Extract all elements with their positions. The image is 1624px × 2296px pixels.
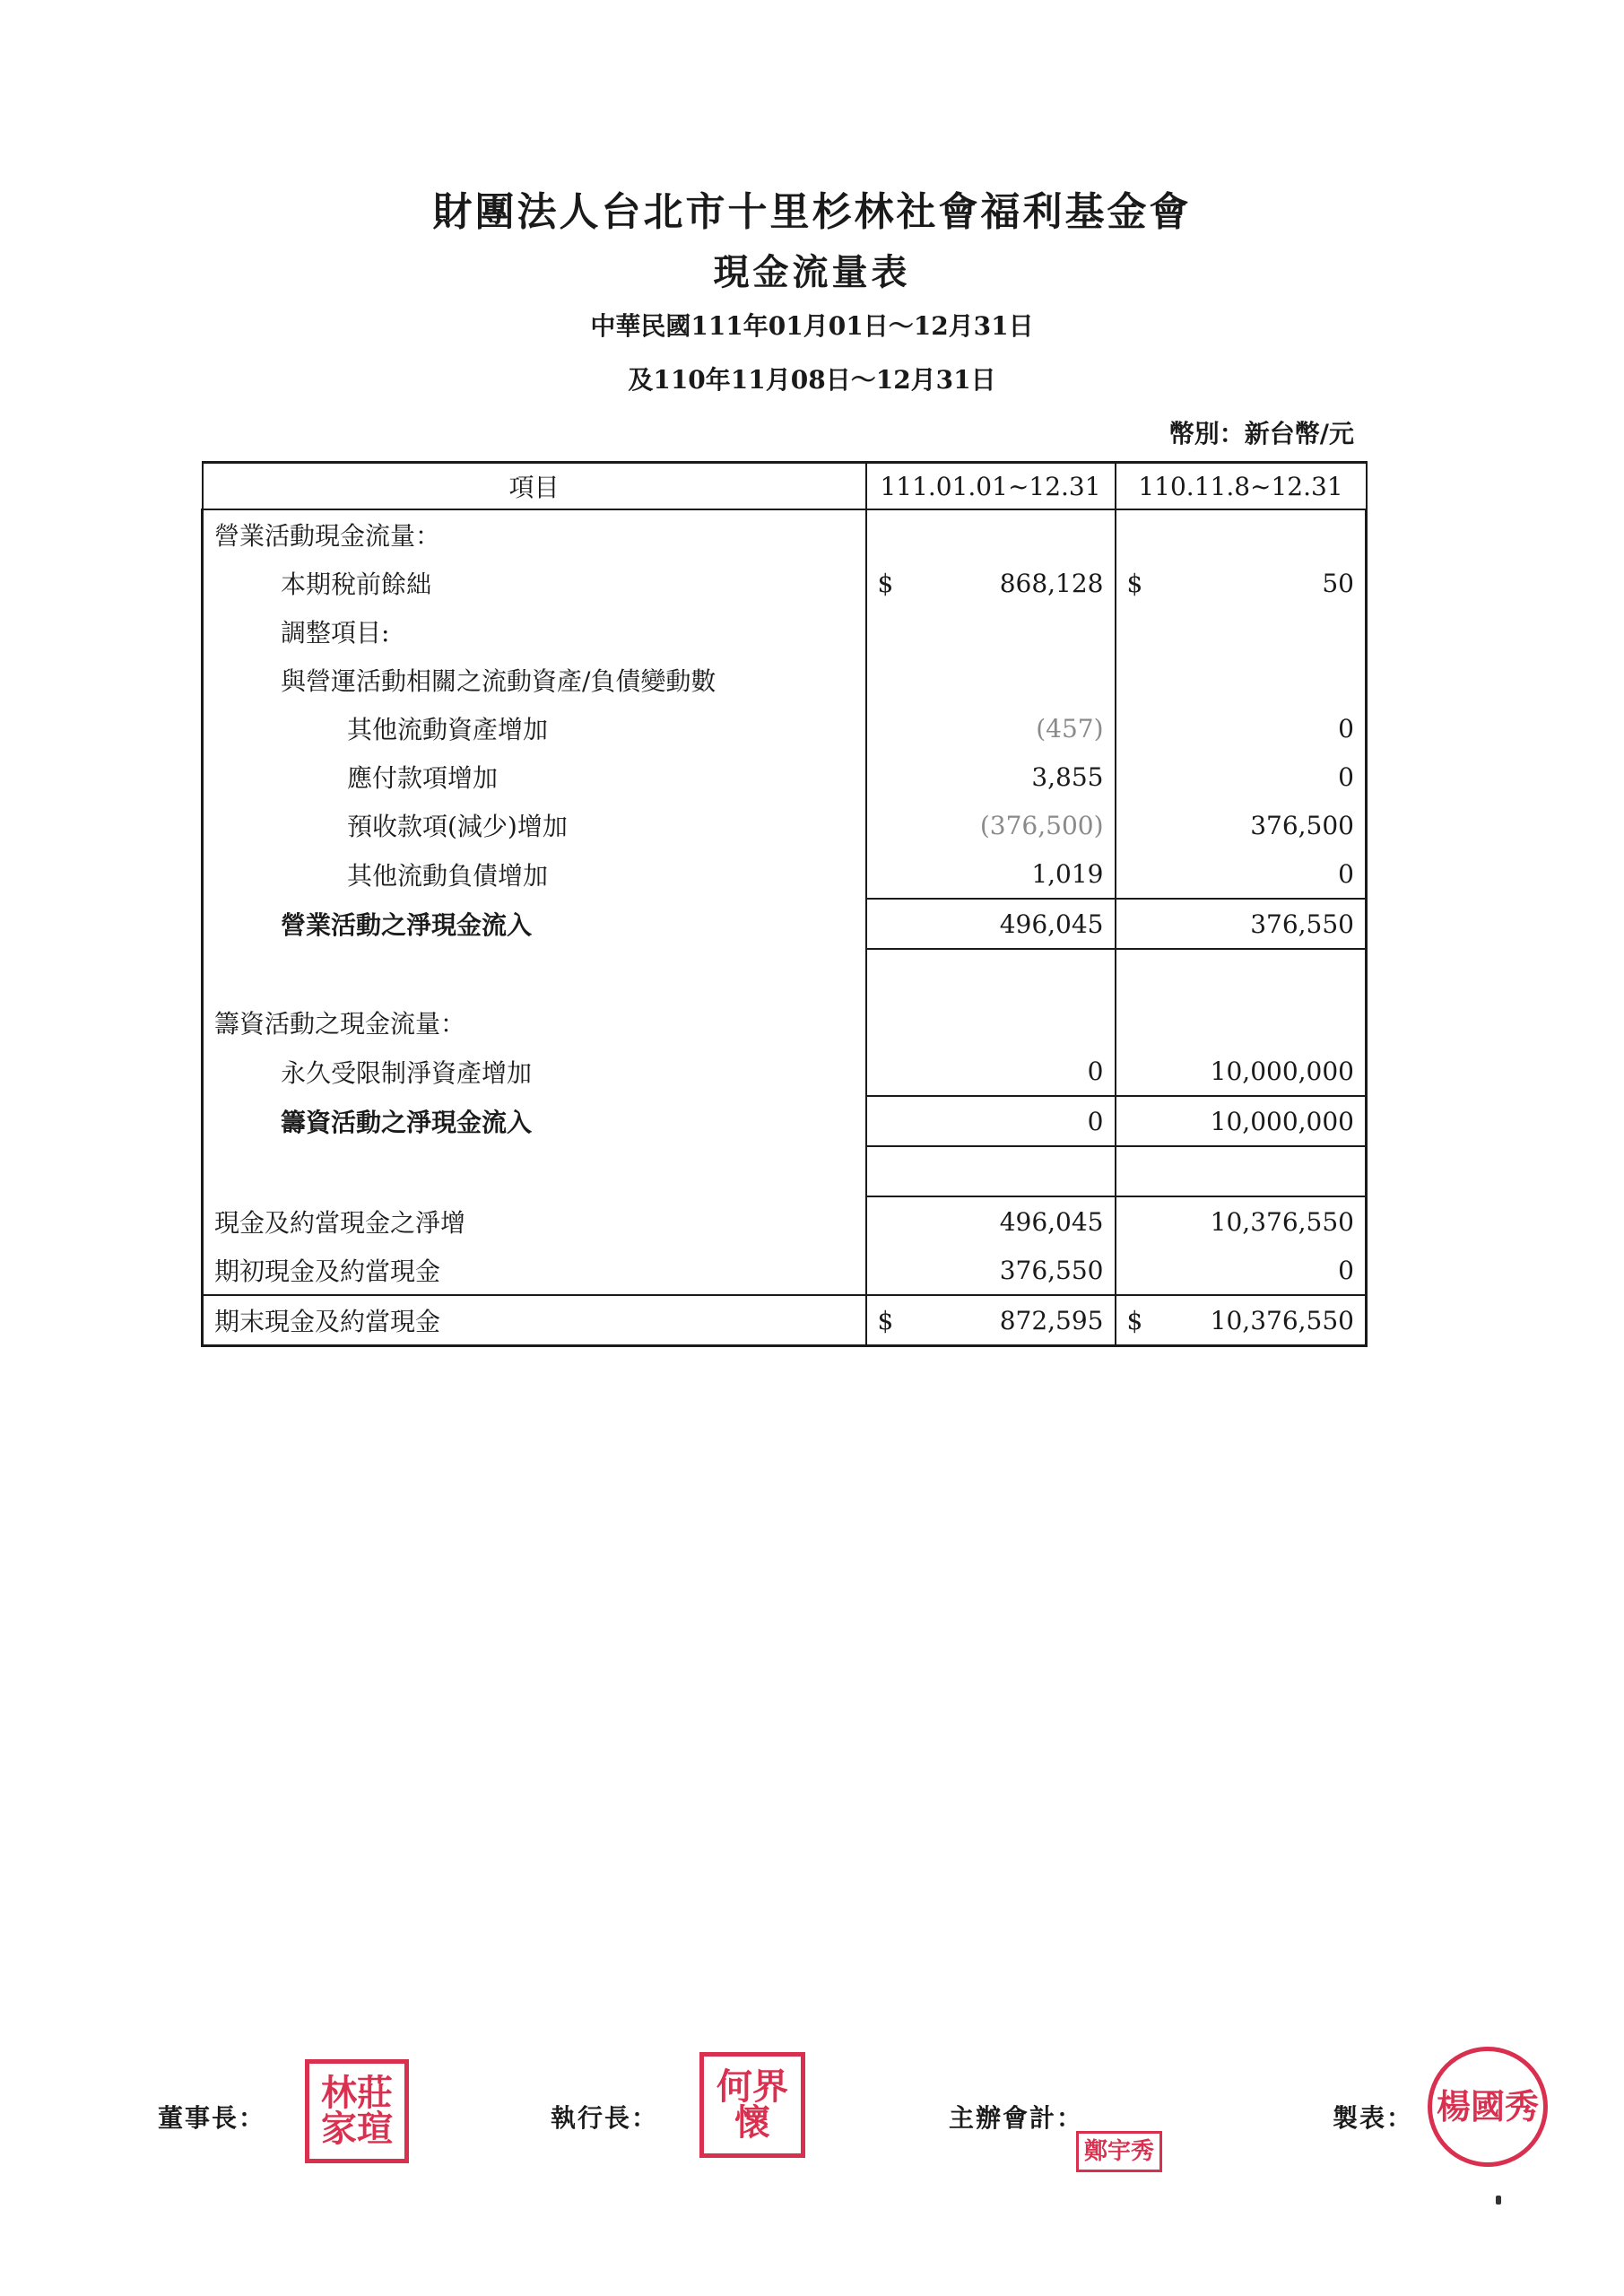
- currency-note: 幣別：新台幣/元: [1168, 419, 1354, 448]
- row-label: 營業活動之淨現金流入: [203, 899, 866, 949]
- ceo-seal-stamp: 何界懷: [699, 2052, 805, 2158]
- row-current: 376,550: [866, 1246, 1116, 1295]
- table-row: [203, 899, 1367, 949]
- row-prior: 0: [1116, 849, 1367, 899]
- row-label: 預收款項(減少)增加: [203, 801, 866, 849]
- row-current: (457): [866, 704, 1116, 752]
- table-row: [203, 998, 1367, 1047]
- ink-dot: [1496, 2196, 1501, 2205]
- preparer-label: 製表：: [1333, 2103, 1414, 2133]
- table-row: [203, 704, 1367, 752]
- amount: 872,595: [999, 1305, 1104, 1335]
- row-current: 496,045: [866, 899, 1116, 949]
- row-prior: [1116, 1295, 1367, 1346]
- spacer-cell: [1116, 1146, 1367, 1196]
- row-label: 期初現金及約當現金: [203, 1246, 866, 1295]
- dollar-symbol: $: [1126, 568, 1143, 598]
- row-label: 籌資活動之淨現金流入: [203, 1096, 866, 1146]
- table-row: [203, 607, 1367, 656]
- row-prior: [1116, 998, 1367, 1047]
- row-label: 籌資活動之現金流量：: [203, 998, 866, 1047]
- row-current: 496,045: [866, 1196, 1116, 1246]
- row-prior: [1116, 607, 1367, 656]
- row-prior: [1116, 559, 1367, 607]
- period-line-1: 中華民國111年01月01日～12月31日: [590, 311, 1034, 341]
- header-item: 項目: [203, 463, 866, 510]
- table-header-row: [203, 463, 1367, 510]
- amount: 868,128: [999, 568, 1104, 598]
- table-row: [203, 1246, 1367, 1295]
- row-label: 現金及約當現金之淨增: [203, 1196, 866, 1246]
- dollar-symbol: $: [1126, 1305, 1143, 1335]
- chairman-seal-stamp: 林莊家瑄: [305, 2059, 409, 2163]
- row-prior: 376,500: [1116, 801, 1367, 849]
- row-prior: 10,000,000: [1116, 1096, 1367, 1146]
- spacer-cell: [203, 949, 866, 998]
- row-label: 應付款項增加: [203, 752, 866, 801]
- row-label: 其他流動資產增加: [203, 704, 866, 752]
- row-current: 0: [866, 1096, 1116, 1146]
- period-line-2: 及110年11月08日～12月31日: [628, 365, 996, 395]
- table-row: [203, 1047, 1367, 1096]
- table-row: [203, 509, 1367, 559]
- cash-flow-table: [201, 461, 1368, 1347]
- row-current: 1,019: [866, 849, 1116, 899]
- spacer-cell: [866, 949, 1116, 998]
- row-label: 調整項目:: [203, 607, 866, 656]
- row-prior: 10,000,000: [1116, 1047, 1367, 1096]
- amount: 10,376,550: [1210, 1305, 1354, 1335]
- preparer-seal-stamp: 楊國秀: [1428, 2047, 1548, 2167]
- row-label: 本期稅前餘絀: [203, 559, 866, 607]
- accountant-seal-stamp: 鄭宇秀: [1076, 2131, 1162, 2172]
- report-title: 現金流量表: [713, 251, 911, 293]
- row-label: 其他流動負債增加: [203, 849, 866, 899]
- row-prior: 0: [1116, 1246, 1367, 1295]
- row-current: 3,855: [866, 752, 1116, 801]
- row-current: [866, 1295, 1116, 1346]
- row-current: [866, 509, 1116, 559]
- table-row: [203, 752, 1367, 801]
- row-current: (376,500): [866, 801, 1116, 849]
- table-row: [203, 656, 1367, 704]
- ceo-label: 執行長：: [551, 2103, 659, 2133]
- spacer-row: [203, 949, 1367, 998]
- organization-name: 財團法人台北市十里杉林社會福利基金會: [432, 189, 1192, 235]
- table-row: [203, 1196, 1367, 1246]
- row-prior: 0: [1116, 752, 1367, 801]
- table-row: [203, 559, 1367, 607]
- row-current: [866, 607, 1116, 656]
- row-prior: 10,376,550: [1116, 1196, 1367, 1246]
- spacer-row: [203, 1146, 1367, 1196]
- table-row: [203, 801, 1367, 849]
- row-label: 與營運活動相關之流動資產/負債變動數: [203, 656, 866, 704]
- dollar-symbol: $: [877, 1305, 894, 1335]
- row-current: [866, 656, 1116, 704]
- dollar-symbol: $: [877, 568, 894, 598]
- table-row: [203, 1096, 1367, 1146]
- table-row: [203, 1295, 1367, 1346]
- row-current: [866, 998, 1116, 1047]
- spacer-cell: [1116, 949, 1367, 998]
- spacer-cell: [866, 1146, 1116, 1196]
- amount: 50: [1322, 568, 1354, 598]
- row-current: [866, 559, 1116, 607]
- chairman-label: 董事長：: [158, 2103, 266, 2133]
- table-row: [203, 849, 1367, 899]
- spacer-cell: [203, 1146, 866, 1196]
- row-prior: [1116, 509, 1367, 559]
- row-label: 期末現金及約當現金: [203, 1295, 866, 1346]
- row-label: 永久受限制淨資產增加: [203, 1047, 866, 1096]
- row-prior: 376,550: [1116, 899, 1367, 949]
- row-current: 0: [866, 1047, 1116, 1096]
- row-prior: 0: [1116, 704, 1367, 752]
- row-prior: [1116, 656, 1367, 704]
- header-prior-period: 110.11.8~12.31: [1116, 463, 1367, 510]
- accountant-label: 主辦會計：: [949, 2103, 1084, 2133]
- header-current-period: 111.01.01~12.31: [866, 463, 1116, 510]
- row-label: 營業活動現金流量：: [203, 509, 866, 559]
